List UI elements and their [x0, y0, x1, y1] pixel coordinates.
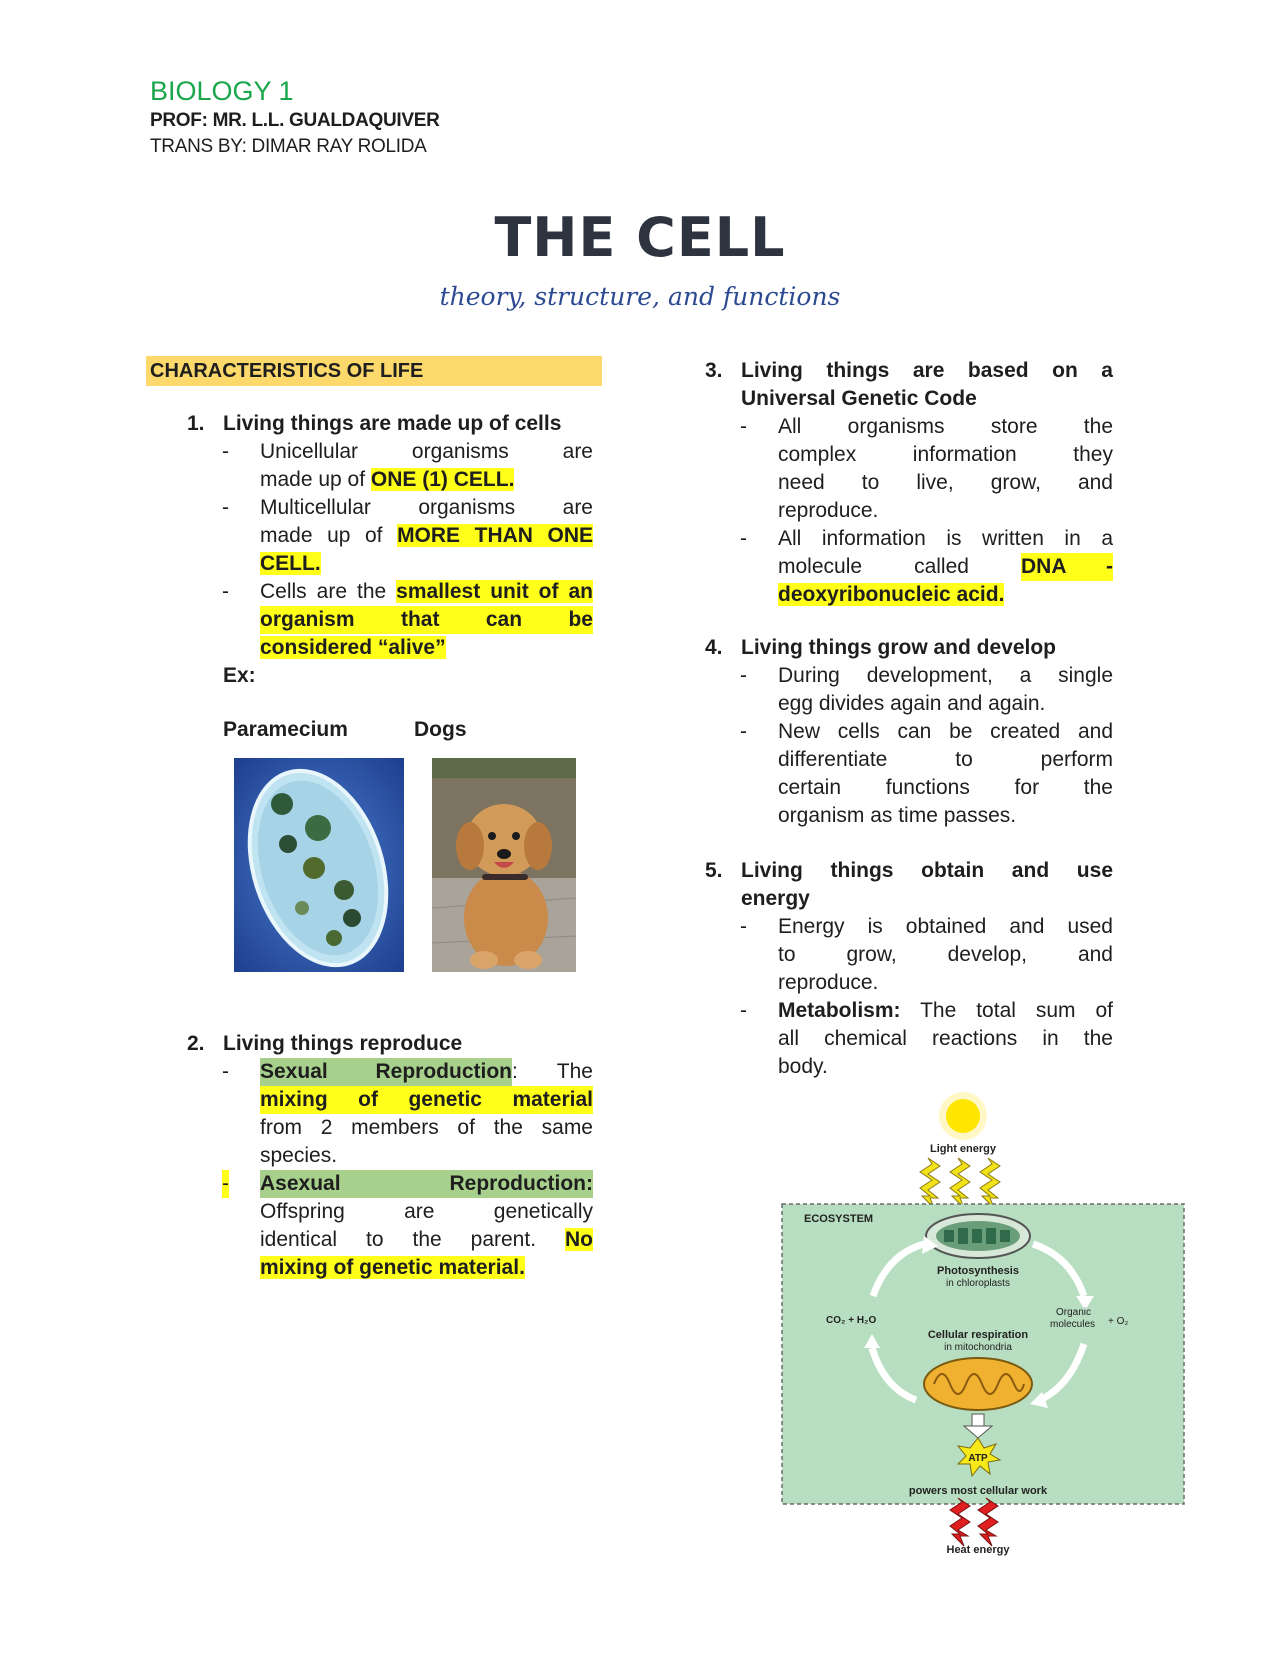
paramecium-label: Paramecium	[223, 718, 348, 741]
item-1-title: Living things are made up of cells	[223, 412, 562, 435]
professor-line: PROF: MR. L.L. GUALDAQUIVER	[150, 110, 440, 131]
document-title: THE CELL	[494, 206, 786, 269]
item-1-number: 1.	[187, 412, 205, 435]
chloroplast-icon	[926, 1214, 1030, 1258]
oxygen-label: + O₂	[1108, 1316, 1129, 1327]
item-2-bullet-1: Sexual Reproduction: The mixing of genetic material from 2 members of the same species.	[260, 1060, 593, 1167]
item-3-title-line-2: Universal Genetic Code	[741, 387, 977, 410]
item-3-bullet-2: All information is written in a molecule called DNA - deoxyribonucleic acid.	[778, 527, 1113, 606]
transcriber-line: TRANS BY: DIMAR RAY ROLIDA	[150, 136, 427, 157]
light-energy-bolts-icon	[920, 1158, 1000, 1208]
item-4-number: 4.	[705, 636, 723, 659]
ecosystem-label: ECOSYSTEM	[804, 1213, 874, 1225]
co2-water-label: CO₂ + H₂O	[826, 1315, 877, 1326]
energy-flow-diagram	[778, 1086, 1188, 1556]
item-5-title-line-1: Living things obtain and use	[741, 859, 1113, 882]
item-5-bullet-1: Energy is obtained and used to grow, develop, and reproduce.	[778, 915, 1113, 994]
mitochondrion-icon	[924, 1358, 1032, 1410]
item-3-number: 3.	[705, 359, 723, 382]
item-4-bullet-2: New cells can be created and differentiate to perform certain functions for the organism as time passes.	[778, 720, 1113, 827]
dog-image	[432, 758, 576, 972]
item-3-title-line-1: Living things are based on a	[741, 359, 1113, 382]
item-4-bullet-1: During development, a single egg divides again and again.	[778, 664, 1113, 715]
item-2-title: Living things reproduce	[223, 1032, 463, 1055]
item-2-bullet-2: Asexual Reproduction: Offspring are genetically identical to the parent. No mixing of genetic material.	[260, 1172, 593, 1279]
item-5	[705, 857, 1113, 913]
paramecium-image	[234, 758, 404, 972]
item-1-bullet-1: Unicellular organisms are made up of ONE (1) CELL.	[260, 440, 593, 491]
light-energy-label: Light energy	[929, 1143, 997, 1155]
item-3	[705, 357, 1113, 413]
cellular-work-label: powers most cellular work	[908, 1485, 1048, 1497]
item-5-number: 5.	[705, 859, 723, 882]
organic-label-1: Organic	[1056, 1307, 1092, 1318]
heat-energy-bolts-icon	[950, 1498, 998, 1546]
example-label: Ex:	[223, 664, 256, 687]
dogs-label: Dogs	[414, 718, 467, 741]
mitochondria-label: in mitochondria	[944, 1342, 1012, 1353]
course-name: BIOLOGY 1	[150, 76, 294, 106]
organic-label-2: molecules	[1050, 1319, 1096, 1330]
item-4	[705, 634, 1113, 662]
item-2	[187, 1030, 593, 1058]
item-5-bullet-2: Metabolism: The total sum of all chemical reactions in the body.	[778, 999, 1113, 1078]
sun-icon	[939, 1092, 987, 1140]
item-3-bullet-1: All organisms store the complex information they need to live, grow, and reproduce.	[778, 415, 1113, 522]
document-subtitle: theory, structure, and functions	[439, 282, 841, 311]
photosynthesis-label: Photosynthesis	[937, 1265, 1019, 1277]
item-1-bullet-2: Multicellular organisms are made up of MORE THAN ONE CELL.	[260, 496, 593, 575]
item-1-bullet-3: Cells are the smallest unit of an organism that can be considered “alive”	[260, 580, 593, 659]
heat-energy-label: Heat energy	[946, 1544, 1010, 1556]
item-5-title-line-2: energy	[741, 887, 810, 910]
atp-label: ATP	[968, 1453, 988, 1464]
section-heading: CHARACTERISTICS OF LIFE	[146, 356, 602, 386]
chloroplast-label: in chloroplasts	[946, 1278, 1010, 1289]
cellular-respiration-label: Cellular respiration	[927, 1329, 1029, 1341]
item-4-title: Living things grow and develop	[741, 636, 1057, 659]
item-1	[187, 410, 593, 438]
item-2-number: 2.	[187, 1032, 205, 1055]
